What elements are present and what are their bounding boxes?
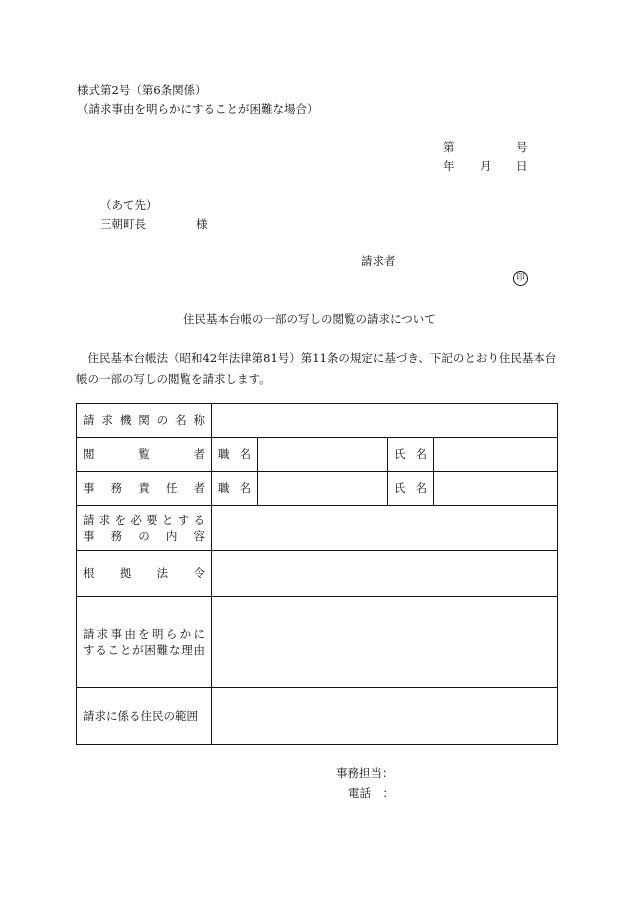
position-label: 職名: [212, 438, 258, 472]
phone-label: 電話 ：: [348, 786, 394, 800]
row-label: 閲覧者: [77, 438, 212, 472]
row-label: 事務責任者: [77, 472, 212, 506]
input-cell-manager-position[interactable]: [258, 472, 388, 506]
table-row: [77, 404, 558, 438]
input-cell-difficulty-reason[interactable]: [212, 597, 558, 688]
staff-label: 事務担当：: [336, 766, 394, 780]
name-label: 氏名: [388, 438, 434, 472]
addressee-honorific: 様: [196, 217, 208, 231]
table-row: [77, 506, 558, 551]
row-label: 請求に係る住民の範囲: [77, 688, 212, 745]
body-paragraph: 住民基本台帳法（昭和42年法律第81号）第11条の規定に基づき、下記のとおり住民基本台帳の一部の写しの閲覧を請求します。: [76, 351, 557, 386]
table-row: [77, 551, 558, 597]
input-cell-legal-basis[interactable]: [212, 551, 558, 597]
document-title: 住民基本台帳の一部の写しの閲覧の請求について: [183, 312, 436, 326]
row-label: 請求を必要とする 事務の内容: [77, 506, 212, 551]
input-cell-manager-name[interactable]: [434, 472, 558, 506]
doc-number-prefix: 第: [443, 140, 455, 154]
date-year: 年: [443, 159, 455, 173]
row-label: 請求機関の名称: [77, 404, 212, 438]
input-cell-task-content[interactable]: [212, 506, 558, 551]
doc-number-suffix: 号: [516, 140, 528, 154]
addressee-label: （あて先）: [100, 198, 158, 212]
input-cell-agency-name[interactable]: [212, 404, 558, 438]
addressee-name: 三朝町長: [100, 217, 146, 231]
seal-mark: 印: [513, 271, 528, 286]
form-number: 様式第2号（第6条関係）: [77, 83, 207, 97]
table-row: [77, 597, 558, 688]
row-label: 根拠法令: [77, 551, 212, 597]
table-row: [77, 688, 558, 745]
input-cell-viewer-name[interactable]: [434, 438, 558, 472]
input-cell-resident-scope[interactable]: [212, 688, 558, 745]
case-note: （請求事由を明らかにすることが困難な場合）: [77, 102, 319, 116]
row-label: 請求事由を明らかに することが困難な理由: [77, 597, 212, 688]
date-month: 月: [480, 159, 492, 173]
requester-label: 請求者: [361, 254, 396, 268]
table-row: [77, 472, 558, 506]
input-cell-viewer-position[interactable]: [258, 438, 388, 472]
table-row: [77, 438, 558, 472]
name-label: 氏名: [388, 472, 434, 506]
request-form-table: [76, 403, 558, 745]
date-day: 日: [516, 159, 528, 173]
position-label: 職名: [212, 472, 258, 506]
